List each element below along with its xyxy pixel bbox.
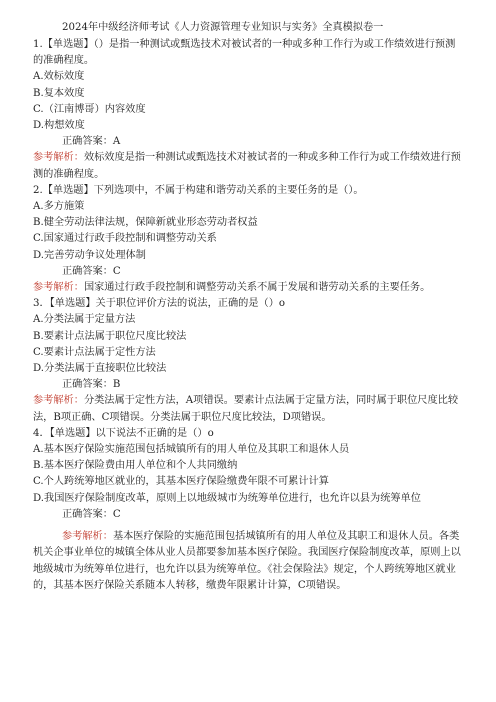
analysis-text: 基本医疗保险的实施范围包括城镇所有的用人单位及其职工和退休人员。各类机关企事业单位的城镇全体从业人员都要参加基本医疗保险。我国医疗保险制度改革，原则上以地级城市为统筹单位进行，也允许以县为统筹单位。《社会保险法》规定，个人跨统筹地区就业的，其基本医疗保险关系随本人转移，缴费年限累计计算，C项错误。: [33, 531, 461, 591]
analysis-text: 效标效度是指一种测试或甄选技术对被试者的一种或多种工作行为或工作绩效进行预测的准确程度。: [33, 152, 461, 180]
option-c: C.个人跨统筹地区就业的，其基本医疗保险缴费年限不可累计计算: [33, 476, 329, 488]
option-d: D.分类法属于直接职位比较法: [33, 363, 167, 375]
analysis-text: 国家通过行政手段控制和调整劳动关系不属于发展和谐劳动关系的主要任务。: [83, 282, 431, 294]
analysis-text: 分类法属于定性方法，A项错误。要素计点法属于定量方法，同时属于职位尺度比较法，B项正确、C项错误。分类法属于职位尺度比较法，D项错误。: [33, 395, 459, 423]
analysis-label: 参考解析：: [62, 531, 113, 543]
option-c: C.要素计点法属于定性方法: [33, 346, 156, 358]
option-b: B.健全劳动法律法规，保障新就业形态劳动者权益: [33, 217, 258, 229]
analysis: [33, 529, 464, 594]
analysis-label: 参考解析：: [33, 282, 84, 294]
option-a: A.效标效度: [33, 71, 85, 83]
option-c: C.国家通过行政手段控制和调整劳动关系: [33, 233, 217, 245]
option-d: D.完善劳动争议处理体制: [33, 249, 146, 261]
question-2: [33, 183, 464, 296]
option-d: D.构想效度: [33, 120, 85, 132]
question-3: [33, 296, 464, 426]
question-1: [33, 37, 464, 183]
question-stem: 2.【单选题】下列选项中，不属于构建和谐劳动关系的主要任务的是（）。: [33, 184, 364, 196]
option-b: B.基本医疗保险费由用人单位和个人共同缴纳: [33, 460, 238, 472]
option-b: B.要素计点法属于职位尺度比较法: [33, 330, 187, 342]
option-a: A.分类法属于定量方法: [33, 314, 136, 326]
analysis: [33, 393, 464, 425]
option-a: A.多方施策: [33, 201, 85, 213]
question-stem: 4．【单选题】以下说法不正确的是（）o: [33, 427, 214, 439]
analysis-label: 参考解析：: [33, 152, 84, 164]
correct-answer: 正确答案：A: [62, 136, 121, 148]
correct-answer: 正确答案：C: [62, 508, 121, 520]
document-title: 2024年中级经济师考试《人力资源管理专业知识与实务》全真模拟卷一: [62, 22, 384, 33]
analysis: [33, 150, 464, 182]
question-stem: 1.【单选题】（）是指一种测试或甄选技术对被试者的一种或多种工作行为或工作绩效进行预测的准确程度。: [33, 39, 456, 67]
correct-answer: 正确答案：C: [62, 265, 121, 277]
option-a: A.基本医疗保险实施范围包括城镇所有的用人单位及其职工和退休人员: [33, 444, 350, 456]
question-4: [33, 426, 464, 594]
option-d: D.我国医疗保险制度改革，原则上以地级城市为统筹单位进行，也允许以县为统筹单位: [33, 492, 421, 504]
option-b: B.复本效度: [33, 87, 85, 99]
question-stem: 3．【单选题】关于职位评价方法的说法，正确的是（）o: [33, 298, 286, 310]
option-c: C.（江南博哥）内容效度: [33, 103, 146, 115]
correct-answer: 正确答案：B: [62, 379, 121, 391]
analysis-label: 参考解析：: [33, 395, 84, 407]
analysis: [33, 280, 464, 296]
